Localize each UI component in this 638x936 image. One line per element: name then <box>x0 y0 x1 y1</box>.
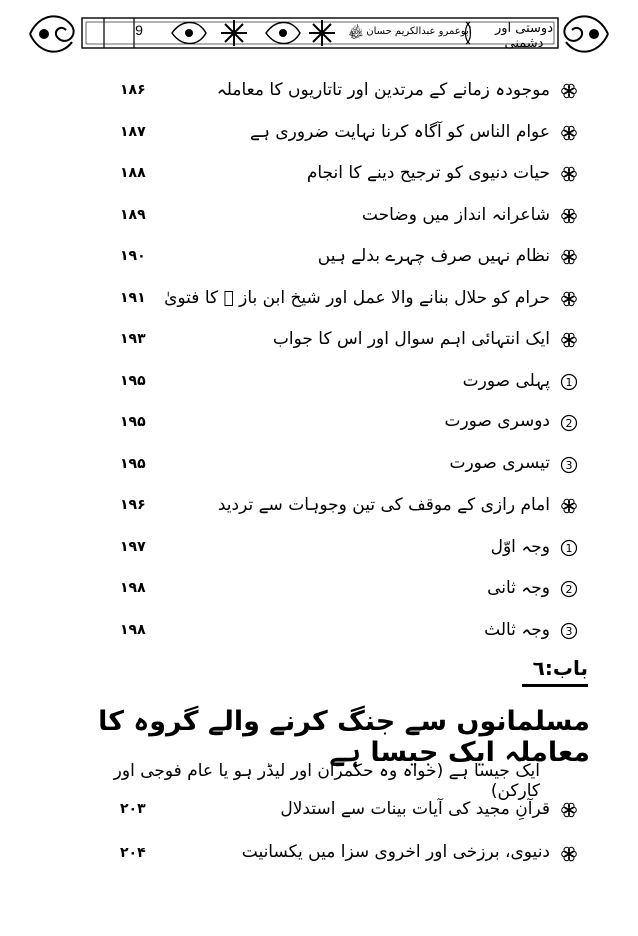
page-header <box>22 8 616 60</box>
toc-entry-title: پہلی صورت <box>462 370 550 391</box>
svg-text:2: 2 <box>565 417 573 430</box>
toc-page-number: ۲۰۴ <box>120 845 146 861</box>
toc-page-number: ۱۹۷ <box>120 538 146 555</box>
toc-entry <box>110 533 573 567</box>
toc-entry <box>110 159 570 193</box>
toc-page-number: ۱۹۵ <box>120 455 146 472</box>
toc-entry-title: تیسری صورت <box>449 452 550 473</box>
toc-entry <box>110 408 573 442</box>
toc-entry-title: عوام الناس کو آگاہ کرنا نہایت ضروری ہے <box>250 121 550 142</box>
toc-entry <box>110 201 570 235</box>
flower-bullet-icon <box>560 248 578 266</box>
book-title: دوستی اور دشمنی <box>494 21 554 51</box>
chapter-subtitle: ایک جیسا ہے (خواہ وہ حکمران اور لیڈر ہو یا عام فوجی اور کارکن) <box>113 761 540 801</box>
toc-entry-title: امام رازی کے موقف کی تین وجوہات سے تردید <box>217 495 550 515</box>
chapter-title: مسلمانوں سے جنگ کرنے والے گروہ کا معاملہ ایک جیسا ہے <box>98 706 590 768</box>
toc-entry-title: حرام کو حلال بنانے والا عمل اور شیخ ابن باز ﷫ کا فتویٰ <box>164 287 550 308</box>
toc-entry-title: نظام نہیں صرف چہرے بدلے ہیں <box>317 246 550 266</box>
flower-bullet-icon <box>560 845 578 863</box>
svg-text:3: 3 <box>565 624 573 638</box>
toc-entry-title: دوسری صورت <box>444 411 550 431</box>
flower-bullet-icon <box>560 165 578 183</box>
numbered-bullet-icon <box>560 622 578 640</box>
toc-entry <box>110 491 570 525</box>
toc-page-number: ۱۸۹ <box>120 206 146 223</box>
numbered-bullet-icon <box>560 373 578 391</box>
chapter-heading <box>520 656 588 690</box>
toc-page-number: ۱۹۸ <box>120 580 146 596</box>
toc-entry <box>110 450 573 484</box>
toc-page-number: ۱۸۸ <box>120 165 146 181</box>
toc-entry-title: ایک انتہائی اہم سوال اور اس کا جواب <box>272 329 550 349</box>
numbered-bullet-icon <box>560 414 578 432</box>
toc-entry <box>110 795 570 829</box>
toc-page-number: ۱۹۰ <box>120 248 146 264</box>
chapter-underline <box>522 684 588 687</box>
toc-page-number: ۱۹۵ <box>120 372 146 389</box>
toc-entry-title: وجہ ثانی <box>487 578 550 598</box>
toc-entry <box>110 242 570 276</box>
toc-entry <box>110 284 570 318</box>
toc-entry <box>110 367 573 401</box>
flower-bullet-icon <box>560 290 578 308</box>
flower-bullet-icon <box>560 801 578 819</box>
svg-text:3: 3 <box>565 458 573 472</box>
page-number: 9 <box>135 22 143 38</box>
toc-entry-title: شاعرانہ انداز میں وضاحت <box>361 204 550 225</box>
flower-bullet-icon <box>560 207 578 225</box>
toc-entry-title: وجہ اوّل <box>490 536 550 557</box>
toc-page-number: ۱۸۷ <box>120 123 146 140</box>
svg-text:1: 1 <box>565 375 573 389</box>
toc-entry-title: قرآنِ مجید کی آیات بینات سے استدلال <box>280 799 550 819</box>
toc-page-number: ۱۹۱ <box>120 289 146 306</box>
toc-entry <box>110 616 573 650</box>
toc-entry-title: حیات دنیوی کو ترجیح دینے کا انجام <box>306 163 550 183</box>
numbered-bullet-icon <box>560 580 578 598</box>
flower-bullet-icon <box>560 124 578 142</box>
flower-bullet-icon <box>560 497 578 515</box>
svg-text:1: 1 <box>565 541 573 555</box>
flower-bullet-icon <box>560 331 578 349</box>
toc-entry <box>110 839 570 873</box>
toc-entry <box>110 118 570 152</box>
toc-entry <box>110 325 570 359</box>
toc-page-number: ۱۹۳ <box>120 331 146 347</box>
toc-entry-title: وجہ ثالث <box>484 619 550 640</box>
chapter-label: باب:٦ <box>532 656 588 680</box>
toc-page-number: ۱۹۵ <box>120 414 146 430</box>
author-name: ابوعمرو عبدالکریم حسان ﷾ <box>348 26 472 37</box>
toc-entry-title: موجودہ زمانے کے مرتدین اور تاتاریوں کا معاملہ <box>216 80 550 100</box>
toc-entry <box>110 574 573 608</box>
svg-text:2: 2 <box>565 583 573 596</box>
toc-page-number: ۲۰۳ <box>120 801 146 817</box>
numbered-bullet-icon <box>560 539 578 557</box>
toc-entry <box>110 76 570 110</box>
toc-page-number: ۱۹۶ <box>120 497 146 513</box>
numbered-bullet-icon <box>560 456 578 474</box>
toc-page-number: ۱۸۶ <box>120 82 146 98</box>
flower-bullet-icon <box>560 82 578 100</box>
toc-entry-title: دنیوی، برزخی اور اخروی سزا میں یکسانیت <box>241 842 550 862</box>
toc-page-number: ۱۹۸ <box>120 621 146 638</box>
